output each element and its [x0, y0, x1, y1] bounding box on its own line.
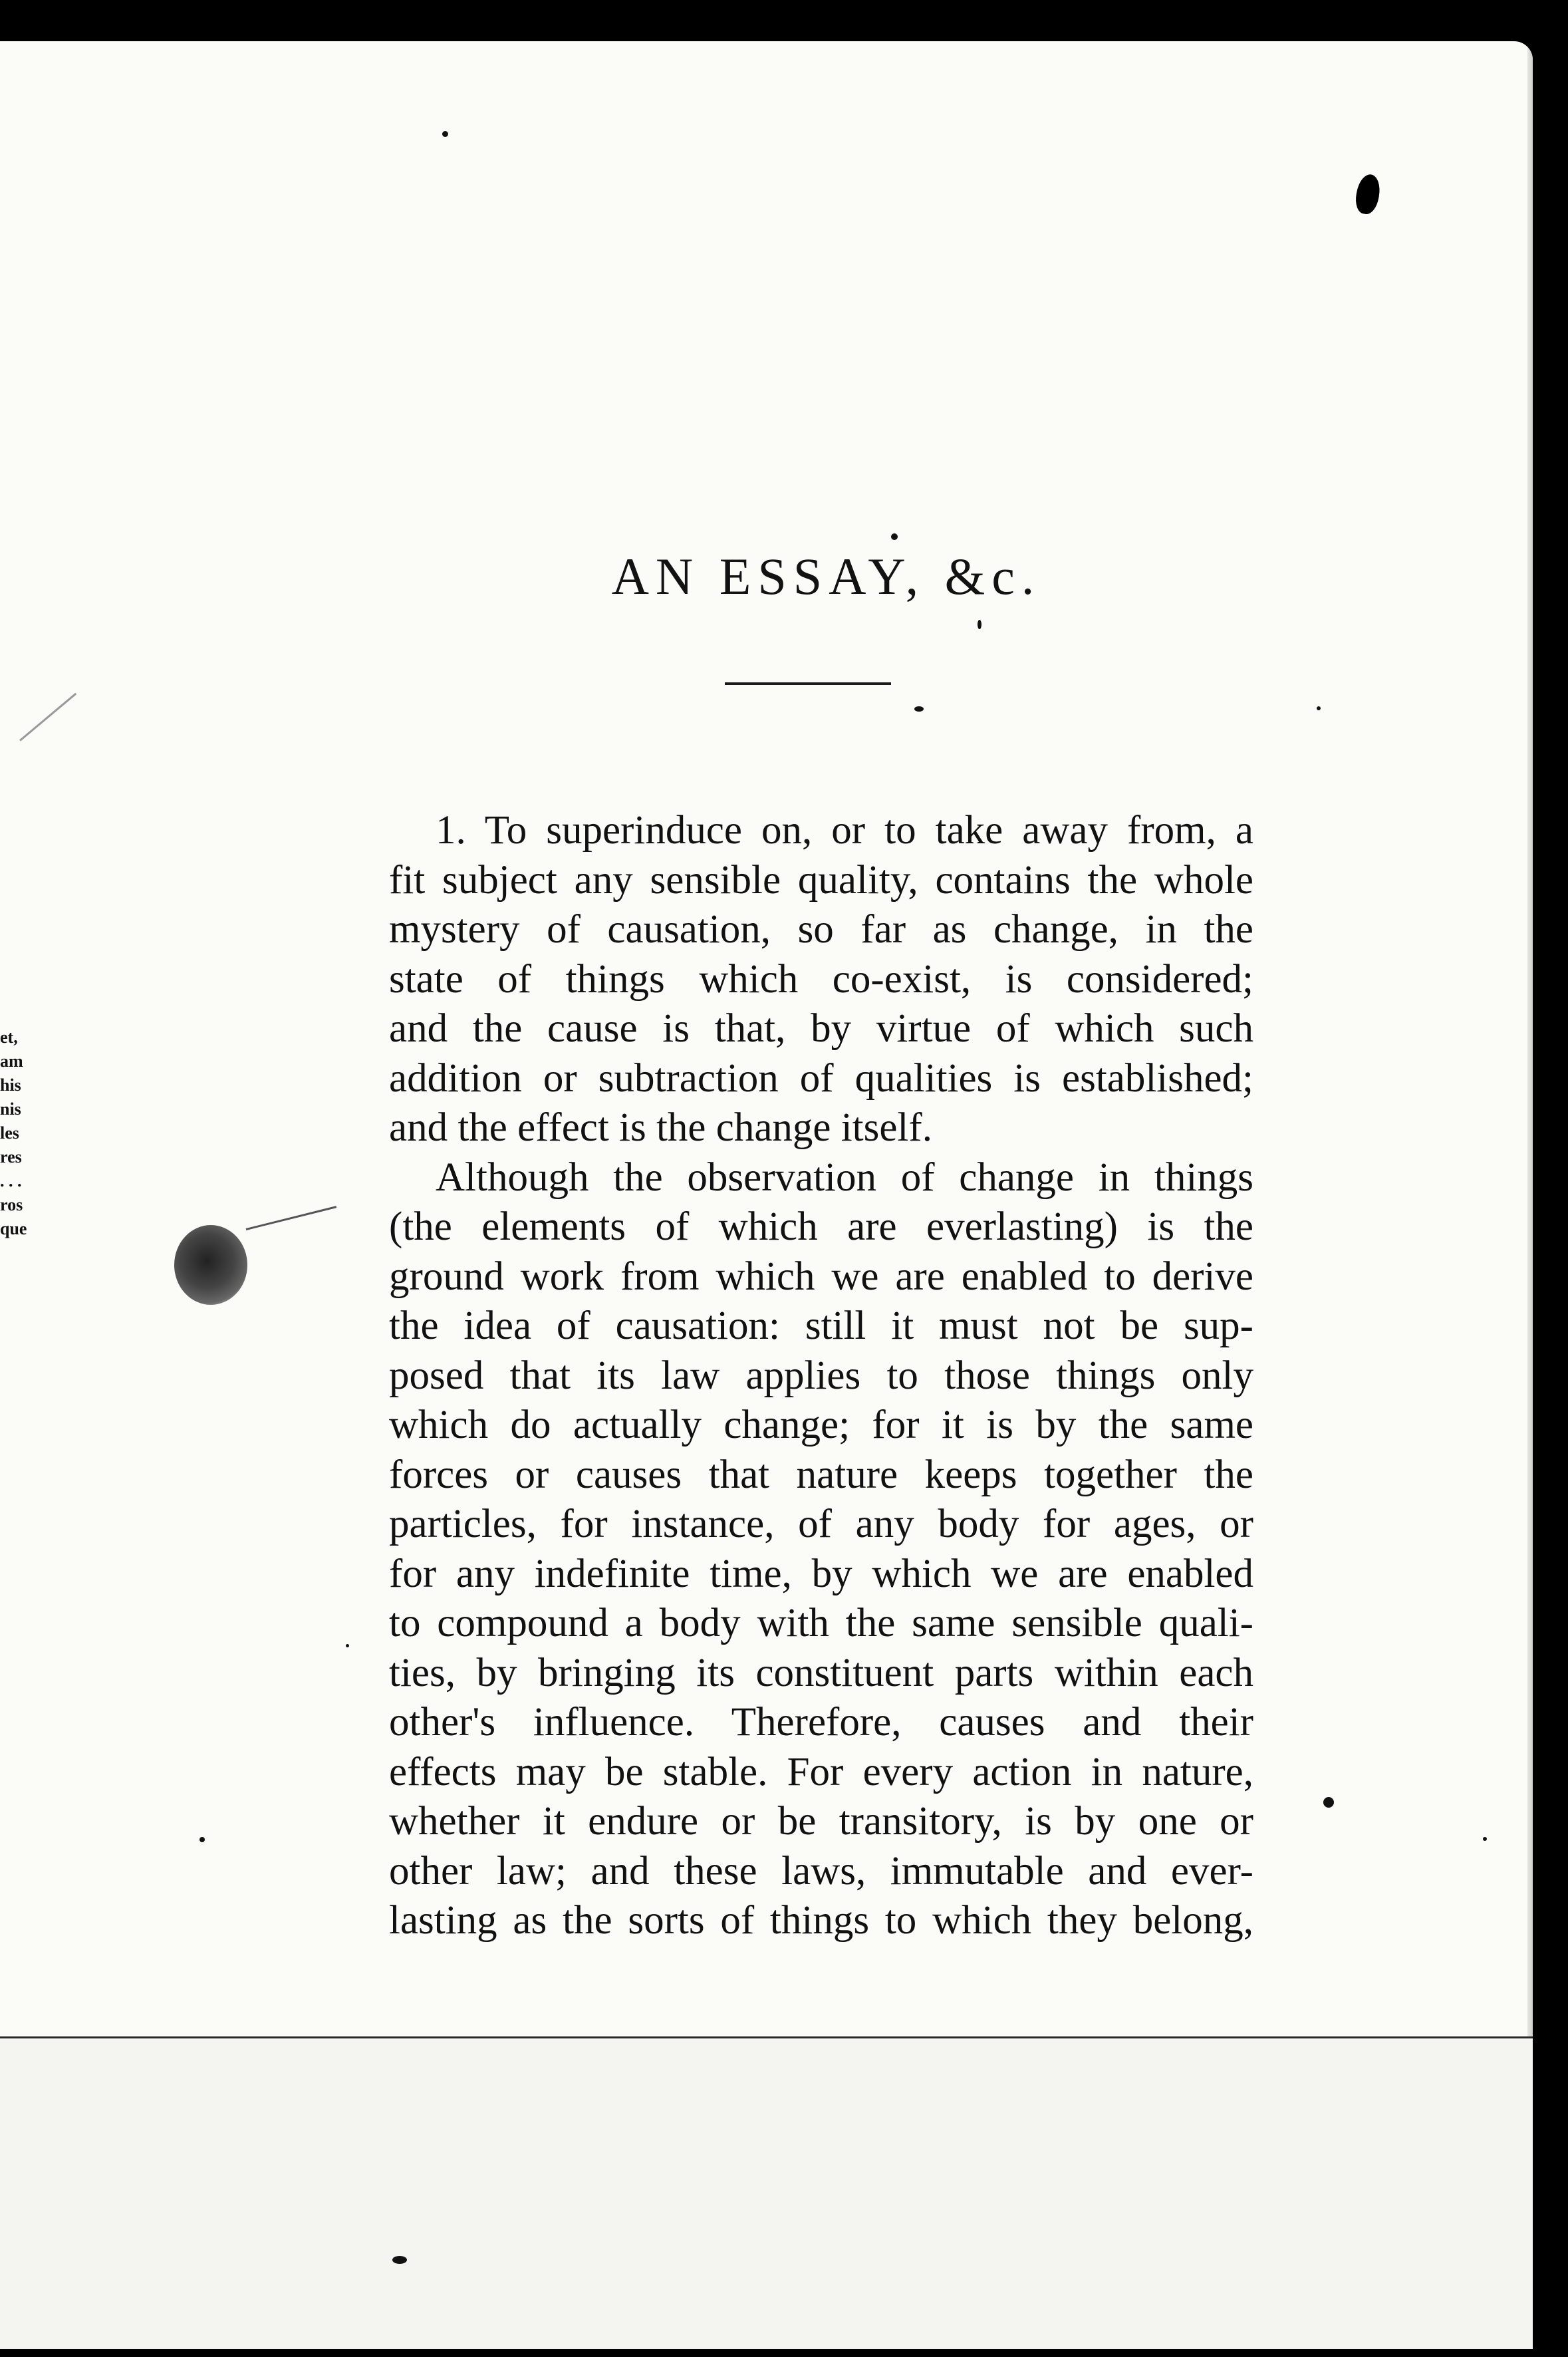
text-line: particles, for instance, of any body for ages, or: [389, 1502, 1253, 1546]
text-line: posed that its law applies to those things only: [389, 1353, 1253, 1398]
text-line: fit subject any sensible quality, contains the whole: [389, 857, 1253, 902]
text-line: state of things which co-exist, is considered;: [389, 956, 1253, 1002]
page-fold-line: [0, 2036, 1533, 2038]
ink-stain-trail: [246, 1206, 337, 1230]
text-line: addition or subtraction of qualities is established;: [389, 1055, 1253, 1101]
speck: [1323, 1797, 1334, 1808]
text-line: lasting as the sorts of things to which they belong,: [389, 1898, 1253, 1943]
text-line: and the effect is the change itself.: [389, 1105, 932, 1150]
speck: [1317, 706, 1321, 710]
paragraph-2: [389, 1153, 1253, 1946]
text-line: for any indefinite time, by which we are enabled: [389, 1551, 1253, 1596]
text-line: to compound a body with the same sensible quali-: [389, 1601, 1253, 1645]
margin-fragment: am: [0, 1051, 23, 1071]
text-line: mystery of causation, so far as change, in the: [389, 907, 1253, 952]
speck: [392, 2256, 407, 2264]
margin-fragment: et,: [0, 1028, 18, 1047]
speck: [346, 1644, 349, 1647]
text-line: and the cause is that, by virtue of which such: [389, 1006, 1253, 1051]
speck: [1483, 1837, 1487, 1841]
ink-blot: [1353, 173, 1382, 216]
text-line: whether it endure or be transitory, is by one or: [389, 1799, 1253, 1844]
margin-fragment: . . .: [0, 1171, 22, 1190]
speck: [978, 620, 981, 629]
text-line: forces or causes that nature keeps together the: [389, 1452, 1253, 1497]
text-line: other's influence. Therefore, causes and their: [389, 1700, 1253, 1744]
text-line: effects may be stable. For every action in nature,: [389, 1749, 1253, 1794]
text-line: Although the observation of change in things: [436, 1155, 1253, 1200]
title-divider: [725, 682, 891, 685]
margin-fragment: ros: [0, 1195, 23, 1214]
text-line: which do actually change; for it is by the same: [389, 1403, 1253, 1447]
text-line: the idea of causation: still it must not be sup-: [389, 1304, 1253, 1348]
facing-page-fragments: [0, 1026, 40, 1241]
paragraph-1: [389, 806, 1253, 1153]
text-line: 1. To superinduce on, or to take away from, a: [436, 808, 1253, 853]
margin-fragment: les: [0, 1123, 19, 1143]
lower-page-area: [0, 2038, 1533, 2349]
margin-fragment: his: [0, 1075, 21, 1095]
scratch-mark: [19, 693, 76, 742]
margin-fragment: res: [0, 1147, 22, 1167]
page-edge: [1527, 41, 1533, 2349]
essay-body: [389, 806, 1253, 1946]
text-line: ground work from which we are enabled to derive: [389, 1254, 1253, 1299]
speck: [199, 1837, 205, 1842]
text-line: other law; and these laws, immutable and ever-: [389, 1848, 1253, 1893]
text-line: (the elements of which are everlasting) is the: [389, 1204, 1253, 1249]
margin-fragment: nis: [0, 1099, 21, 1119]
margin-fragment: que: [0, 1219, 27, 1238]
ink-stain: [174, 1225, 247, 1305]
speck: [891, 533, 898, 540]
speck: [914, 706, 924, 712]
book-page: [0, 41, 1533, 2349]
text-line: ties, by bringing its constituent parts within each: [389, 1650, 1253, 1695]
speck: [442, 131, 448, 137]
page-title: AN ESSAY, &c.: [611, 547, 1041, 605]
